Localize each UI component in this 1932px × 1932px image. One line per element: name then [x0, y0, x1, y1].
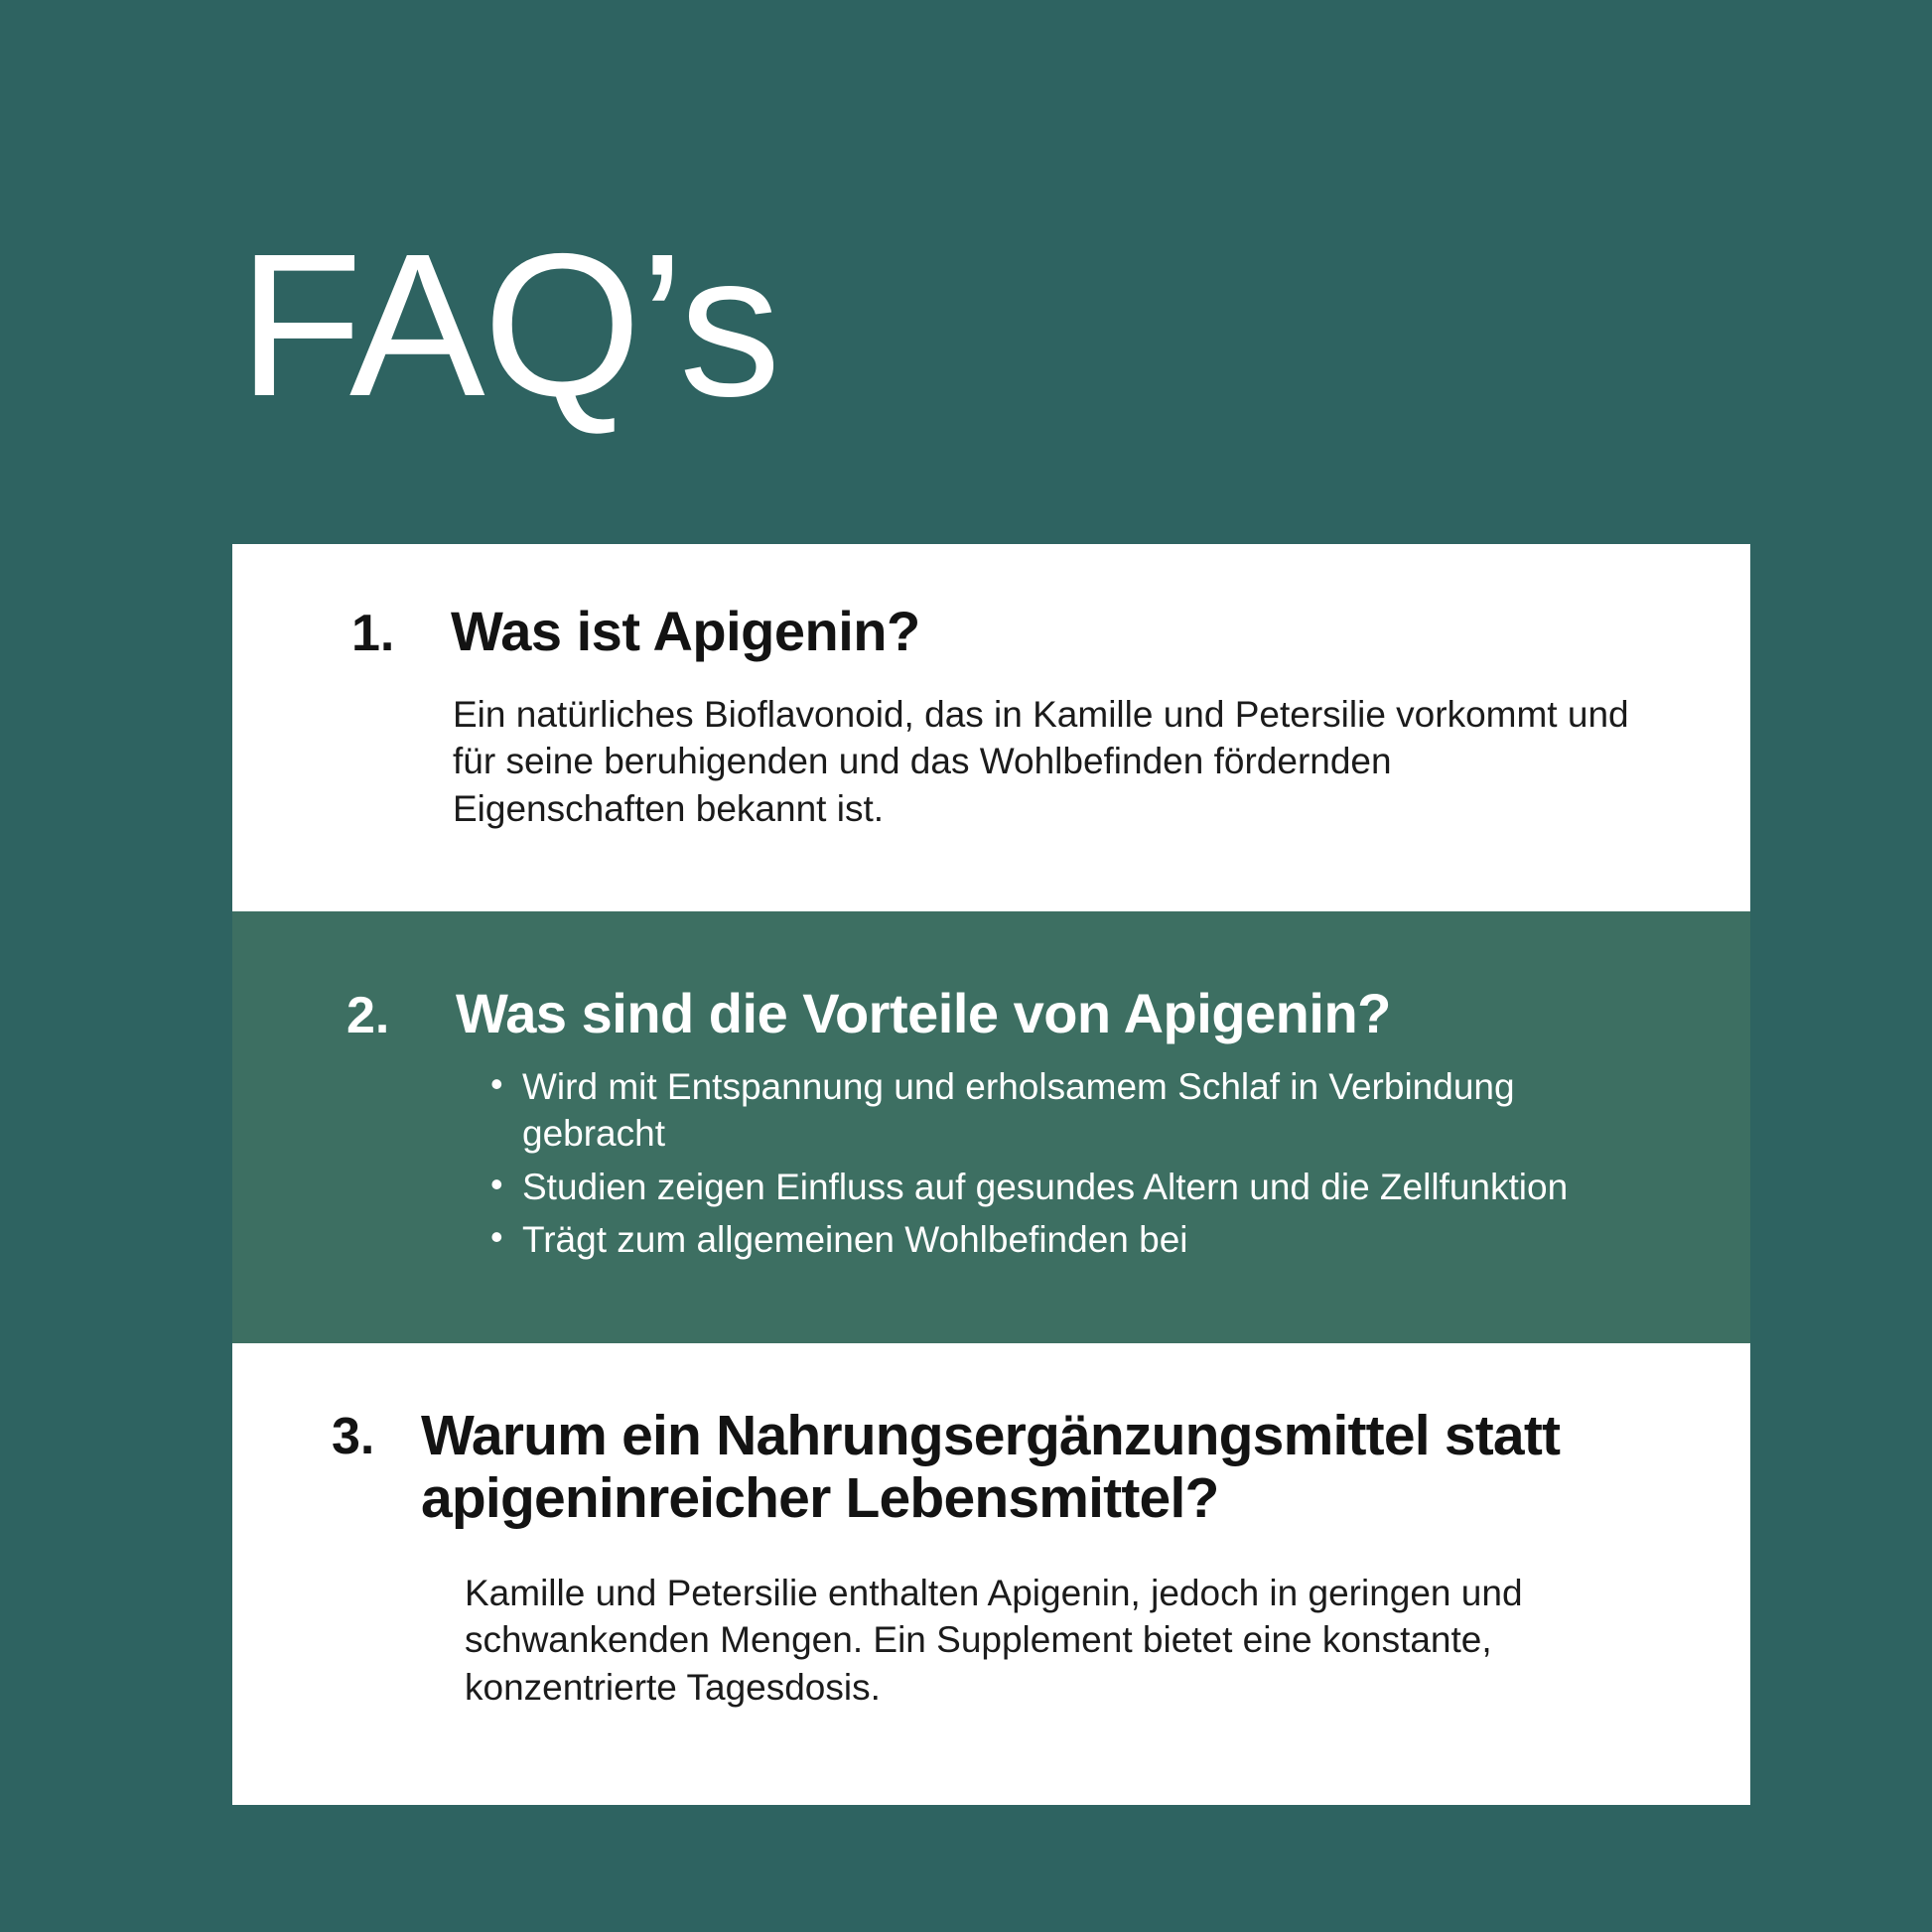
faq-number: 3.	[332, 1408, 375, 1466]
faq-question: Was ist Apigenin?	[451, 600, 920, 662]
faq-list	[232, 544, 1750, 1805]
faq-answer: Ein natürliches Bioflavonoid, das in Kamille und Petersilie vorkommt und für seine beruhigenden und das Wohlbefinden fördernden Eigenschaften bekannt ist.	[453, 694, 1629, 829]
page-title: FAQ’s	[238, 211, 779, 439]
faq-item-1	[232, 544, 1750, 911]
faq-question-row	[351, 599, 1631, 663]
list-item: • Wird mit Entspannung und erholsamem Schlaf in Verbindung gebracht	[490, 1063, 1631, 1158]
faq-item-2	[232, 911, 1750, 1343]
faq-number: 1.	[351, 605, 395, 662]
list-item: • Trägt zum allgemeinen Wohlbefinden bei	[490, 1216, 1631, 1263]
faq-question-row	[346, 981, 1631, 1045]
faq-number: 2.	[346, 987, 390, 1044]
faq-question: Warum ein Nahrungsergänzungsmittel statt apigeninreicher Lebensmittel?	[421, 1404, 1561, 1531]
faq-answer: Kamille und Petersilie enthalten Apigenin, jedoch in geringen und schwankenden Mengen. Ein Supplement bietet eine konstante, konzentrierte Tagesdosis.	[465, 1572, 1523, 1708]
faq-item-3	[232, 1343, 1750, 1804]
faq-bullet-list	[346, 1063, 1631, 1263]
list-item: • Studien zeigen Einfluss auf gesundes Altern und die Zellfunktion	[490, 1164, 1631, 1210]
faq-question-row	[332, 1405, 1651, 1529]
faq-question: Was sind die Vorteile von Apigenin?	[456, 982, 1391, 1044]
